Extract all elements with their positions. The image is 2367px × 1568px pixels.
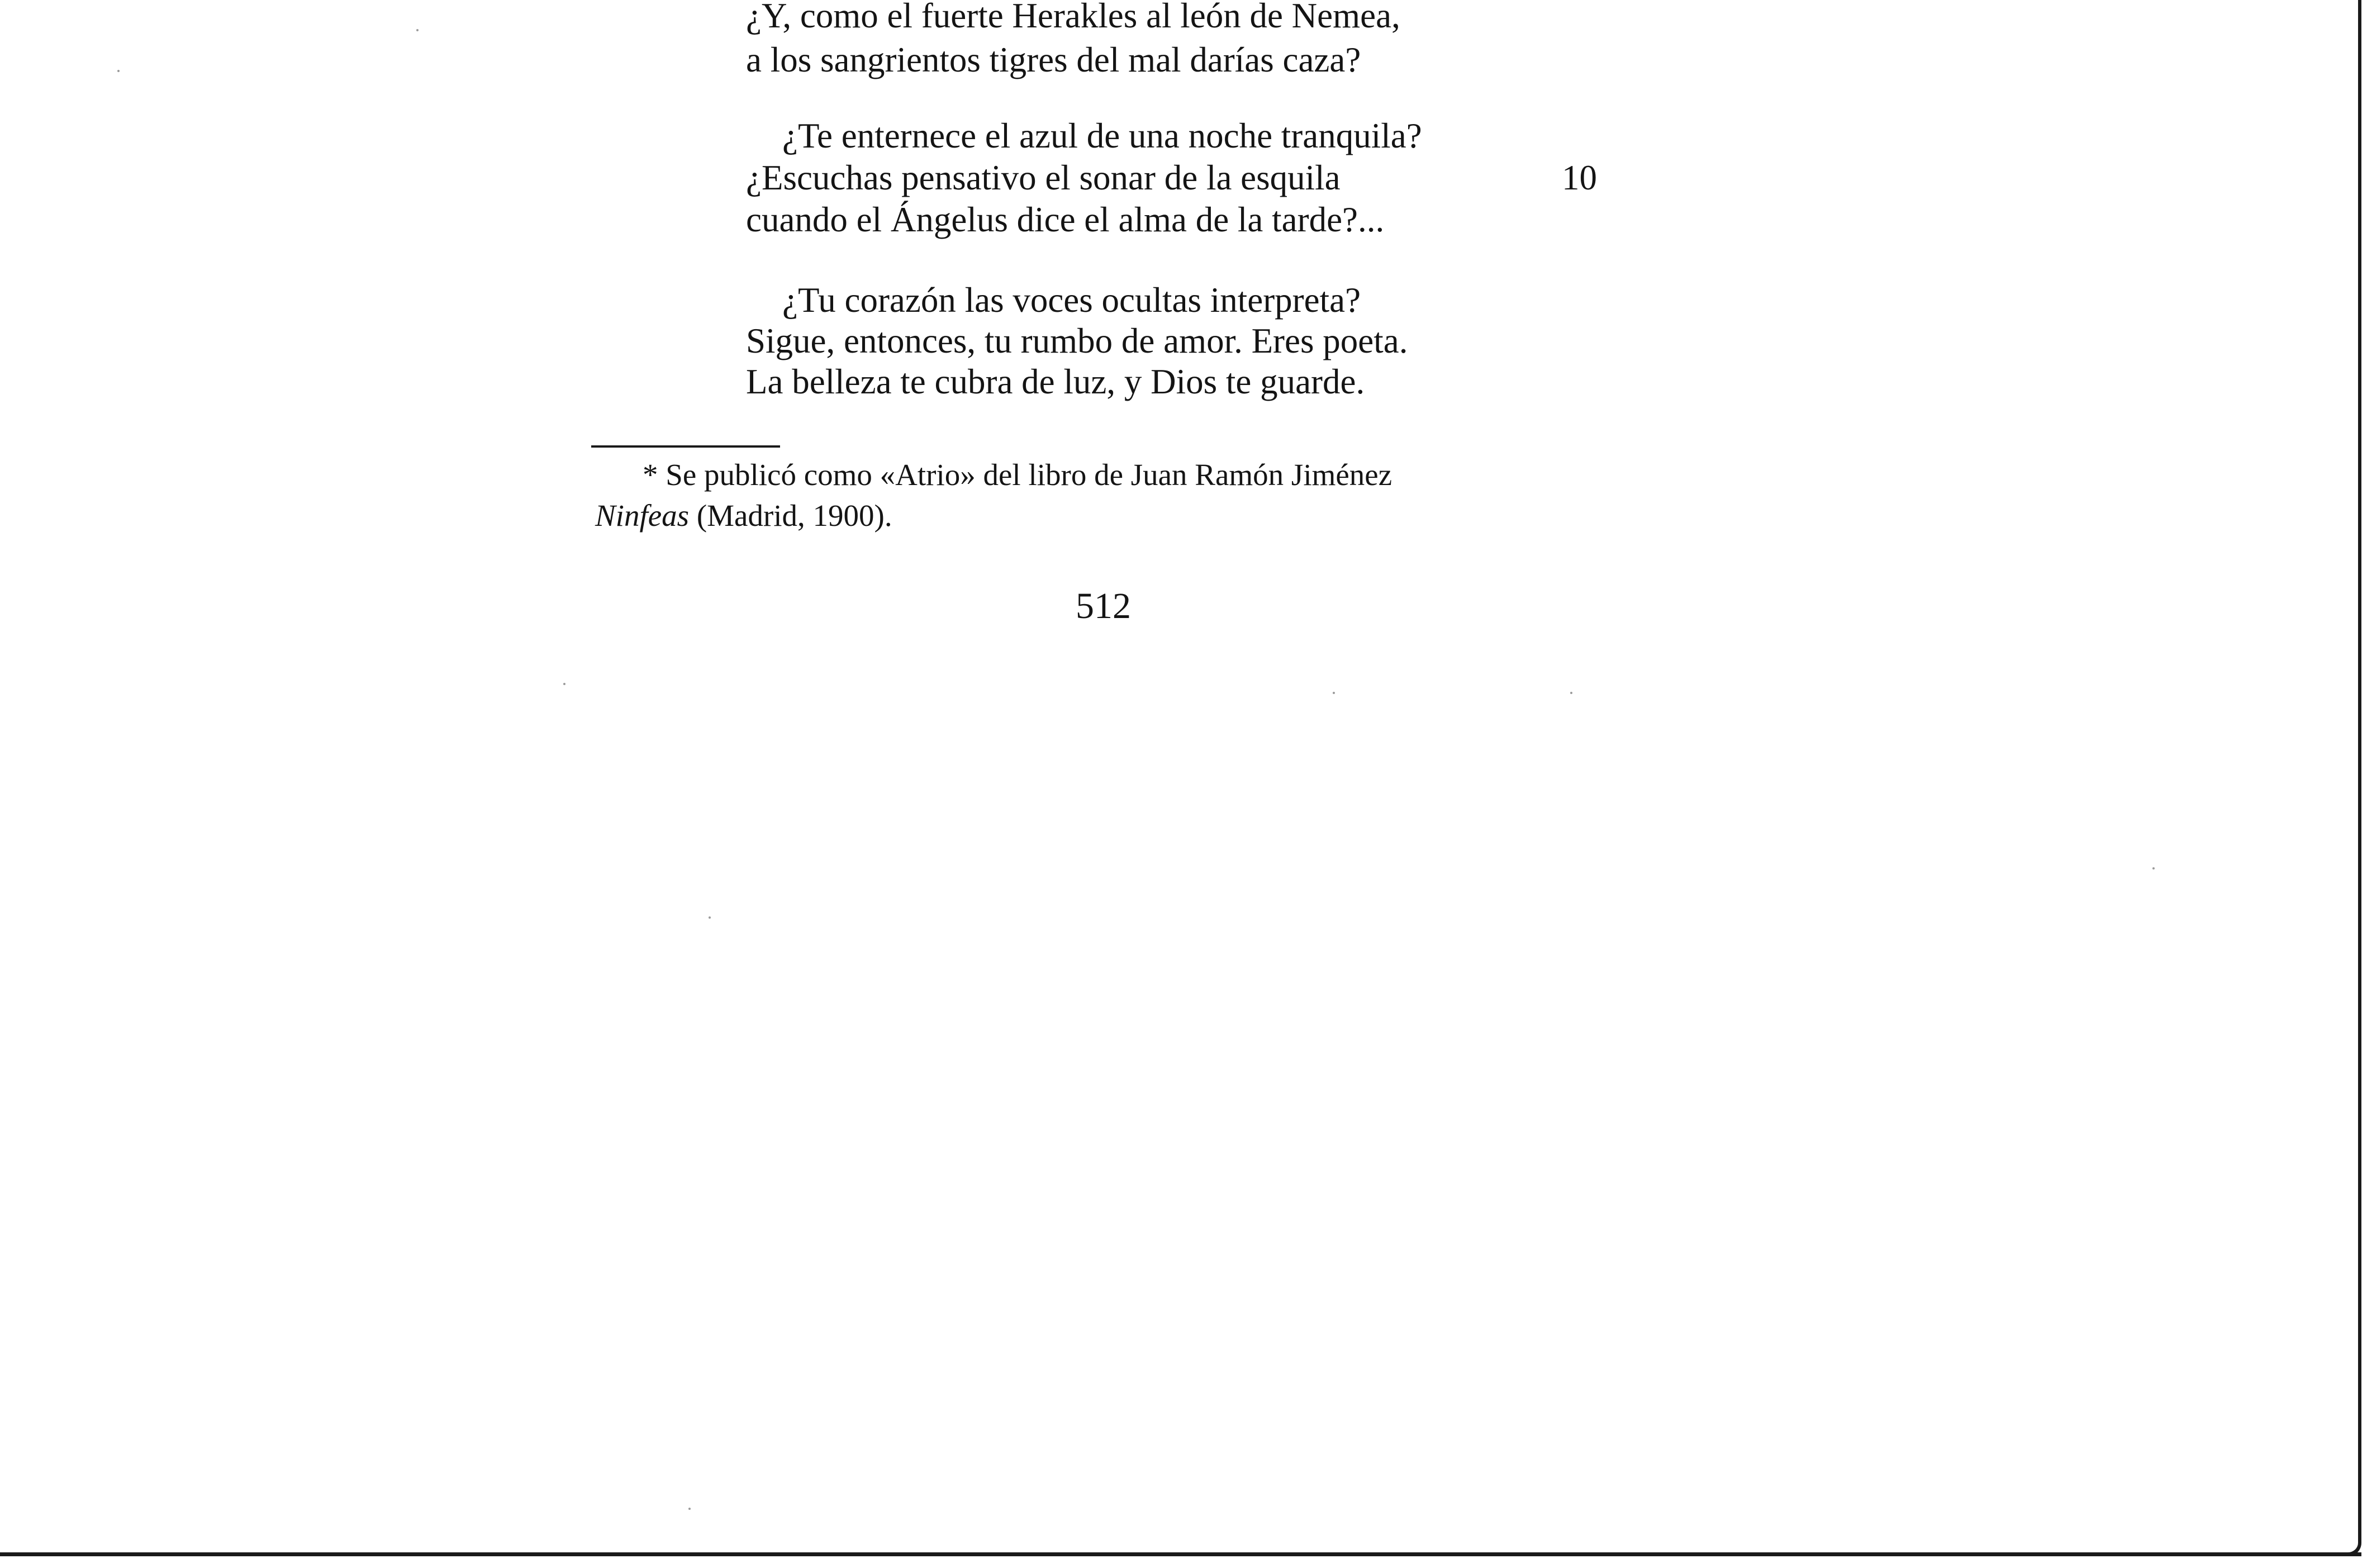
- scan-speck: [688, 1508, 691, 1510]
- scan-speck: [563, 683, 565, 685]
- footnote-line: [595, 496, 892, 535]
- footnote-publication: (Madrid, 1900).: [689, 498, 892, 533]
- page-number: 512: [1076, 586, 1131, 626]
- verse-line: ¿Escuchas pensativo el sonar de la esquila: [746, 158, 1341, 197]
- scan-speck: [416, 29, 419, 31]
- page-edge-bottom: [0, 1552, 2361, 1556]
- scan-speck: [1570, 692, 1572, 694]
- line-number: 10: [1562, 158, 1597, 197]
- scan-speck: [1333, 692, 1335, 694]
- footnote-book-title: Ninfeas: [595, 498, 690, 533]
- scan-speck: [117, 70, 120, 72]
- footnote-line: * Se publicó como «Atrio» del libro de Juan Ramón Jiménez: [643, 458, 1392, 492]
- page-edge-right: [2358, 0, 2361, 1520]
- scan-speck: [709, 916, 711, 919]
- verse-line: ¿Te enternece el azul de una noche tranquila?: [782, 116, 1422, 155]
- verse-line: Sigue, entonces, tu rumbo de amor. Eres poeta.: [746, 321, 1408, 360]
- verse-line: ¿Y, como el fuerte Herakles al león de Nemea,: [746, 0, 1400, 35]
- verse-line: La belleza te cubra de luz, y Dios te guarde.: [746, 362, 1365, 401]
- verse-line: cuando el Ángelus dice el alma de la tarde?...: [746, 200, 1385, 239]
- footnote-rule: [591, 445, 780, 448]
- verse-line: a los sangrientos tigres del mal darías caza?: [746, 40, 1361, 79]
- verse-line: ¿Tu corazón las voces ocultas interpreta?: [782, 281, 1361, 320]
- scan-speck: [2152, 867, 2155, 869]
- page-corner: [2345, 1518, 2361, 1556]
